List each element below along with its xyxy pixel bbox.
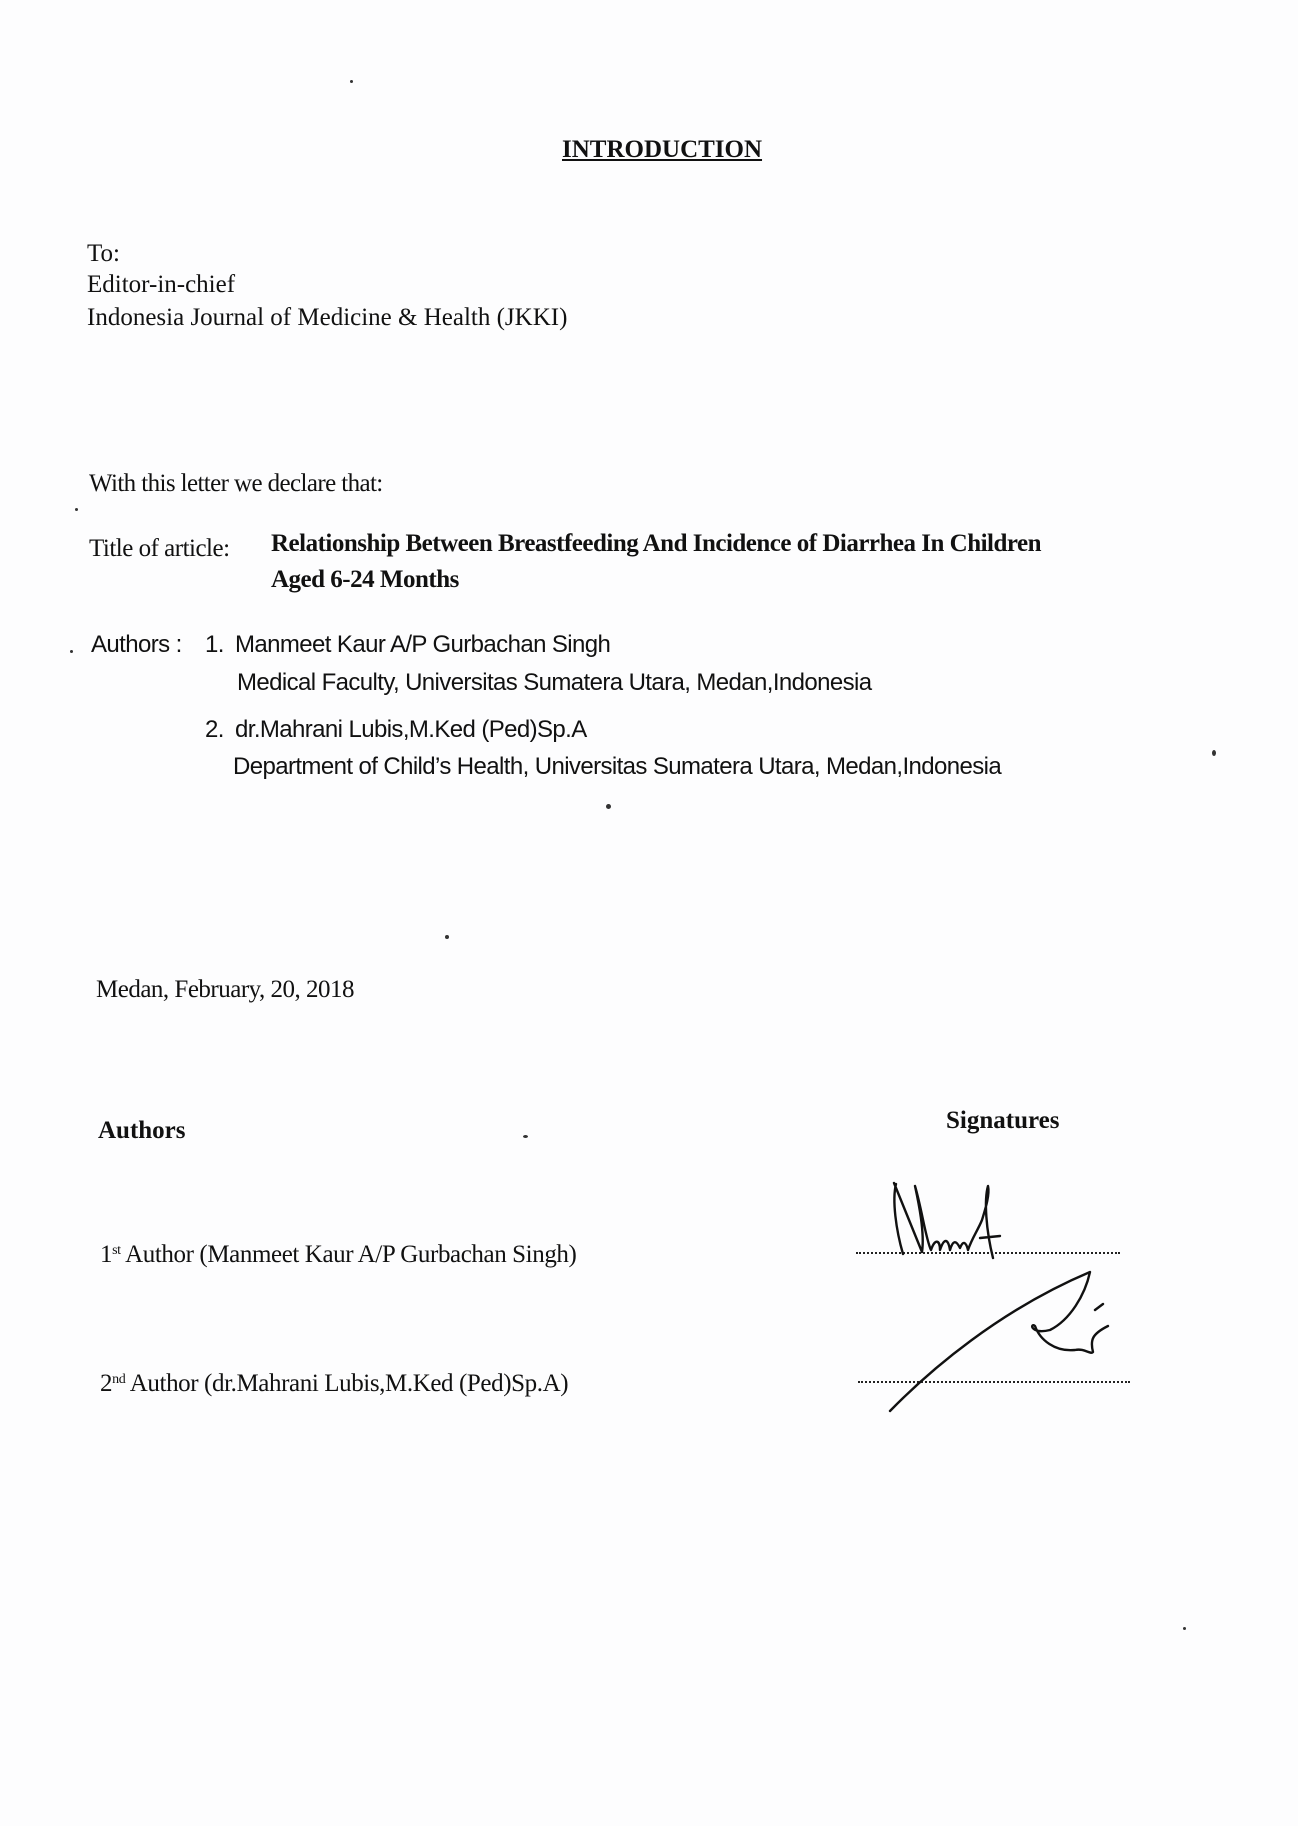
ordinal-suffix: st xyxy=(112,1243,121,1258)
scan-speck xyxy=(350,80,353,83)
signature-line-1 xyxy=(856,1252,1120,1254)
scan-speck xyxy=(445,935,449,939)
author-2-name: dr.Mahrani Lubis,M.Ked (Ped)Sp.A xyxy=(235,716,587,743)
signature-2-icon xyxy=(890,1272,1108,1411)
article-title-line1: Relationship Between Breastfeeding And Incidence of Diarrhea In Children xyxy=(271,530,1042,557)
author-2-affiliation: Department of Child’s Health, Universitas Sumatera Utara, Medan,Indonesia xyxy=(233,753,1002,780)
declaration-text: With this letter we declare that: xyxy=(89,470,383,497)
author-text: Author (Manmeet Kaur A/P Gurbachan Singh) xyxy=(120,1241,577,1268)
scan-speck xyxy=(1183,1627,1186,1630)
recipient-to: To: xyxy=(87,240,120,267)
scan-speck xyxy=(523,1135,528,1138)
authors-label: Authors : xyxy=(91,631,182,658)
author-1-name: Manmeet Kaur A/P Gurbachan Singh xyxy=(235,631,611,658)
recipient-journal: Indonesia Journal of Medicine & Health (JKKI) xyxy=(87,304,568,331)
ordinal: 2 xyxy=(100,1370,113,1397)
signature-1-icon xyxy=(894,1183,1000,1258)
recipient-role: Editor-in-chief xyxy=(87,271,236,298)
author-1-number: 1. xyxy=(205,631,224,658)
scan-speck xyxy=(75,508,78,511)
signature-row-1-label xyxy=(100,1242,576,1267)
article-title-line2: Aged 6-24 Months xyxy=(271,566,459,593)
ordinal: 1 xyxy=(100,1241,113,1268)
ordinal-suffix: nd xyxy=(112,1372,126,1387)
scan-speck xyxy=(606,804,611,809)
authors-heading: Authors xyxy=(98,1117,186,1144)
scan-speck xyxy=(70,650,73,653)
author-1-affiliation: Medical Faculty, Universitas Sumatera Utara, Medan,Indonesia xyxy=(237,669,872,696)
article-label: Title of article: xyxy=(89,535,230,562)
signature-row-2-label xyxy=(100,1371,568,1396)
signature-line-2 xyxy=(858,1381,1130,1383)
author-2-number: 2. xyxy=(205,716,224,743)
place-date: Medan, February, 20, 2018 xyxy=(96,976,355,1003)
page-title: INTRODUCTION xyxy=(562,136,763,163)
signatures-heading: Signatures xyxy=(946,1107,1060,1134)
author-text: Author (dr.Mahrani Lubis,M.Ked (Ped)Sp.A) xyxy=(125,1370,569,1397)
scan-speck xyxy=(1212,750,1216,756)
